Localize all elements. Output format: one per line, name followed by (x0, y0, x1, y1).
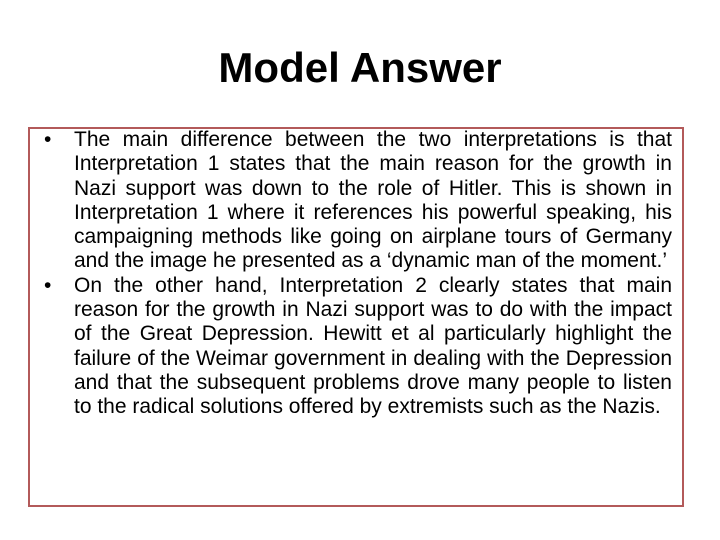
bullet-marker: • (44, 273, 52, 297)
bullet-marker: • (44, 128, 52, 151)
bullet-item (44, 274, 672, 420)
slide-title: Model Answer (218, 44, 502, 91)
bullet-list (44, 129, 672, 420)
content-box (28, 127, 684, 507)
bullet-item (44, 128, 672, 274)
bullet-text: On the other hand, Interpretation 2 clearly states that main reason for the growth in Nazi support was to do with the impact of the Great Depression. Hewitt et al particularly highlight the failure of the Weimar government in dealing with the Depression and that the subsequent problems drove many people to listen to the radical solutions offered by extremists such as the Nazis. (74, 273, 672, 419)
bullet-text: The main difference between the two interpretations is that Interpretation 1 states that the main reason for the growth in Nazi support was down to the role of Hitler. This is shown in Interpretation 1 where it references his powerful speaking, his campaigning methods like going on airplane tours of Germany and the image he presented as a ‘dynamic man of the moment.’ (74, 128, 672, 273)
